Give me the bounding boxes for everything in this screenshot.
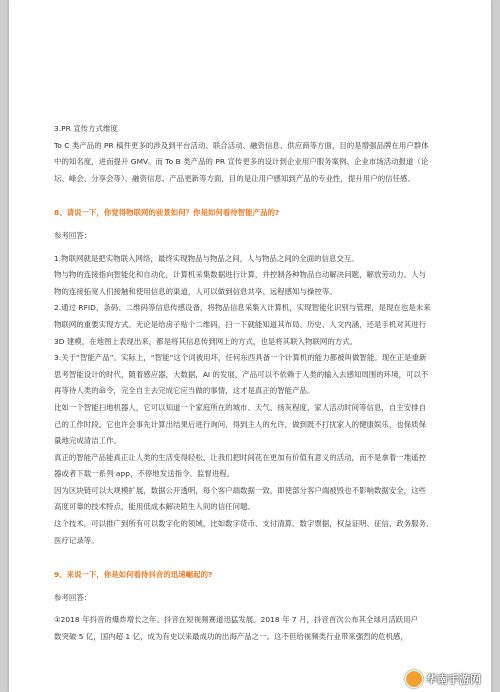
text-line: 医疗记录等。 <box>54 535 99 545</box>
text-line: 真正的智能产品能真正让人类的生活变得轻松，让我们把时间花在更加有价值有意义的活动，而不是拿着一堆遥控 <box>54 452 427 462</box>
text-line: 1.物联网就是把实物联入网络，最终实现物品与物品之间，人与物品之间的全面的信息交互。 <box>54 253 359 263</box>
question-9: 9、来说一下，你是如何看待抖音的迅速崛起的? <box>54 570 213 580</box>
text-line: 物联网的重要实现方式。无论是给房子贴个二维码，扫一下就能知道其布局、历史、人文内涵，还是手机对其进行 <box>54 319 427 329</box>
text-line: 中的知名度，进而提升 GMV。而 To B 类产品的 PR 宣传更多的设计到企业用户服务案例、企业市场活动报道（论 <box>54 157 429 167</box>
text-line: 器或者下载一系列 app，不停地发送指令、监督进程。 <box>54 469 235 479</box>
text-line: 坛、峰会、分享会等）、融资信息、产品更新等方面，目的是让用户感知到产品的专业性，提升用户的信任感。 <box>54 173 415 183</box>
text-line: 再等待人类的命令，完全自主去完成它应当做的事情，这才是真正的智能产品。 <box>54 386 315 396</box>
text-line: To C 类产品的 PR 稿件更多的涉及到平台活动、联合活动、融资信息、供应商等方面，目的是增强品牌在用户群体 <box>54 140 429 150</box>
text-line: 量地完成清洁工作。 <box>54 436 121 446</box>
text-line: 思考智能设计的时代，随着感应器，大数据，AI 的发展，产品可以不依赖于人类的输入去感知周围的环境，可以不 <box>54 369 429 379</box>
text-line: 这个技术，可以推广到所有可以数字化的领域，比如数字货币、支付清算、数字票据，权益证明、征信、政务服务、 <box>54 519 434 529</box>
document-page <box>9 0 491 692</box>
text-line: 物的连接拓宽人们接触和使用信息的渠道，人可以做到信息共享、远程感知与操控等。 <box>54 286 337 296</box>
text-line: ①2018 年抖音的爆炸增长之年。抖音在短视频赛道迅猛发展。2018 年 7 月，抖音首次公布其全球月活跃用户 <box>54 615 419 625</box>
text-line: 3D 建模，在地图上表现出来，都是将其信息传到网上的方式，也是将其联入物联网的方式。 <box>54 336 358 346</box>
text-line: 己的工作时段。它也许会事先计算出结果后进行询问，得到主人的允许，做到既不打扰家人的健康娱乐，也保质保 <box>54 419 427 429</box>
text-line: 高度可靠的技术特点，能用低成本解决陌生人间的信任问题。 <box>54 502 255 512</box>
text-line: 数突破 5 亿，国内超 1 亿，成为有史以来最成功的出海产品之一。这不但给视频类行业带来强烈的危机感， <box>54 632 408 642</box>
answer-label: 参考回答： <box>54 230 92 240</box>
text-line: 3.关于“智能产品”。实际上，“智能”这个词被用坏，任何东西具备一个计算机的能力都被叫做智能。现在正是重新 <box>54 353 427 363</box>
text-line: 因为区块链可以大规模扩展，数据公开透明，每个客户端数据一致，即使部分客户端被毁也不影响数据安全，这些 <box>54 485 427 495</box>
watermark-text: 华南手游网 <box>426 673 481 686</box>
section-heading-pr: 3.PR 宣传方式维度 <box>54 124 118 133</box>
text-line: 比如一个智能扫地机器人，它可以知道一个家庭所在的城市、天气、扬灰程度，家人活动时间等信息，自主安排自 <box>54 402 427 412</box>
text-line: 物与物的连接指向智能化和自动化，计算机采集数据进行计算，并控制各种物品自动解决问题，解放劳动力。人与 <box>54 270 427 280</box>
site-watermark <box>405 670 481 688</box>
document-content <box>54 121 466 646</box>
text-line: 2.通过 RFID、条码、二维码等信息传感设备，将物品信息采集入计算机，实现智能化识别与管理，是现在也是未来 <box>54 303 431 313</box>
question-8: 8、请说一下，你觉得物联网的前景如何？你是如何看待智能产品的? <box>54 208 280 218</box>
answer-label: 参考回答： <box>54 592 92 602</box>
watermark-logo-icon <box>405 670 423 688</box>
